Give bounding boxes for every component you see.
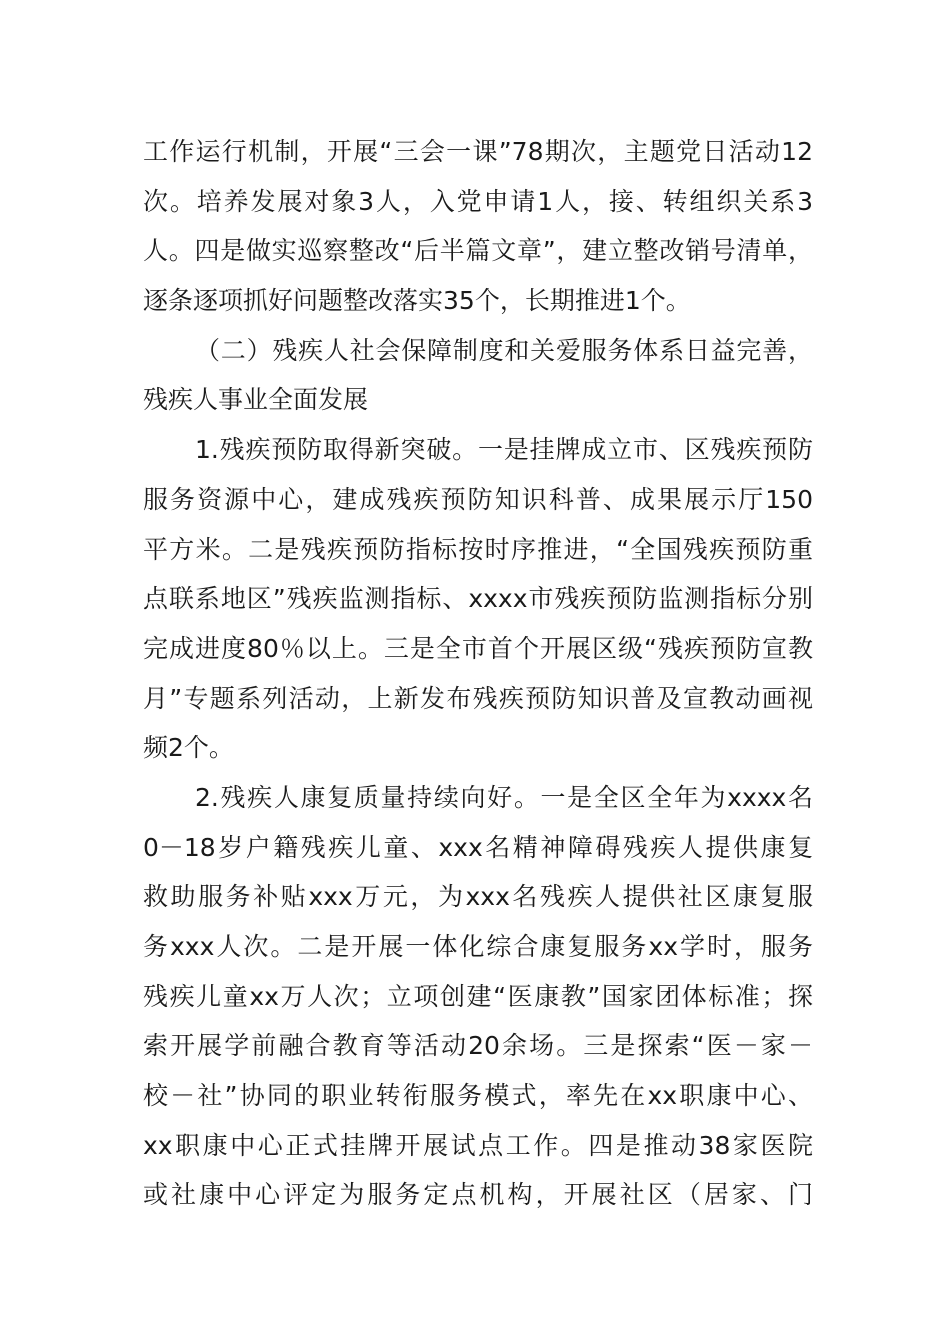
text-line-2: 次。培养发展对象3人，入党申请1人，接、转组织关系3 <box>143 186 813 216</box>
text-line-3: 人。四是做实巡察整改“后半篇文章”，建立整改销号清单， <box>143 236 813 266</box>
text-line-19: 索开展学前融合教育等活动20余场。三是探索“医－家－ <box>143 1031 813 1061</box>
text-line-10: 点联系地区”残疾监测指标、xxxx市残疾预防监测指标分别 <box>143 584 813 614</box>
text-line-20: 校－社”协同的职业转衔服务模式，率先在xx职康中心、 <box>143 1081 813 1111</box>
text-line-15: 0－18岁户籍残疾儿童、xxx名精神障碍残疾人提供康复 <box>143 832 813 862</box>
text-line-7: 1.残疾预防取得新突破。一是挂牌成立市、区残疾预防 <box>195 435 813 465</box>
text-line-9: 平方米。二是残疾预防指标按时序推进，“全国残疾预防重 <box>143 534 813 564</box>
text-line-14: 2.残疾人康复质量持续向好。一是全区全年为xxxx名 <box>195 782 813 812</box>
text-line-8: 服务资源中心，建成残疾预防知识科普、成果展示厅150 <box>143 484 813 514</box>
text-line-13: 频2个。 <box>143 733 234 763</box>
text-line-11: 完成进度80％以上。三是全市首个开展区级“残疾预防宣教 <box>143 633 813 663</box>
text-line-16: 救助服务补贴xxx万元，为xxx名残疾人提供社区康复服 <box>143 882 813 912</box>
section-heading-line-1: （二）残疾人社会保障制度和关爱服务体系日益完善， <box>195 335 813 365</box>
text-line-21: xx职康中心正式挂牌开展试点工作。四是推动38家医院 <box>143 1130 813 1160</box>
text-line-1: 工作运行机制，开展“三会一课”78期次，主题党日活动12 <box>143 137 813 166</box>
text-line-17: 务xxx人次。二是开展一体化综合康复服务xx学时，服务 <box>143 932 813 961</box>
text-line-4: 逐条逐项抓好问题整改落实35个，长期推进1个。 <box>143 286 691 316</box>
body-text <box>143 127 813 1220</box>
text-line-12: 月”专题系列活动，上新发布残疾预防知识普及宣教动画视 <box>143 683 813 713</box>
text-line-18: 残疾儿童xx万人次；立项创建“医康教”国家团体标准；探 <box>143 981 813 1011</box>
text-line-22: 或社康中心评定为服务定点机构，开展社区（居家、门 <box>143 1180 813 1210</box>
section-heading-line-2: 残疾人事业全面发展 <box>143 385 369 415</box>
